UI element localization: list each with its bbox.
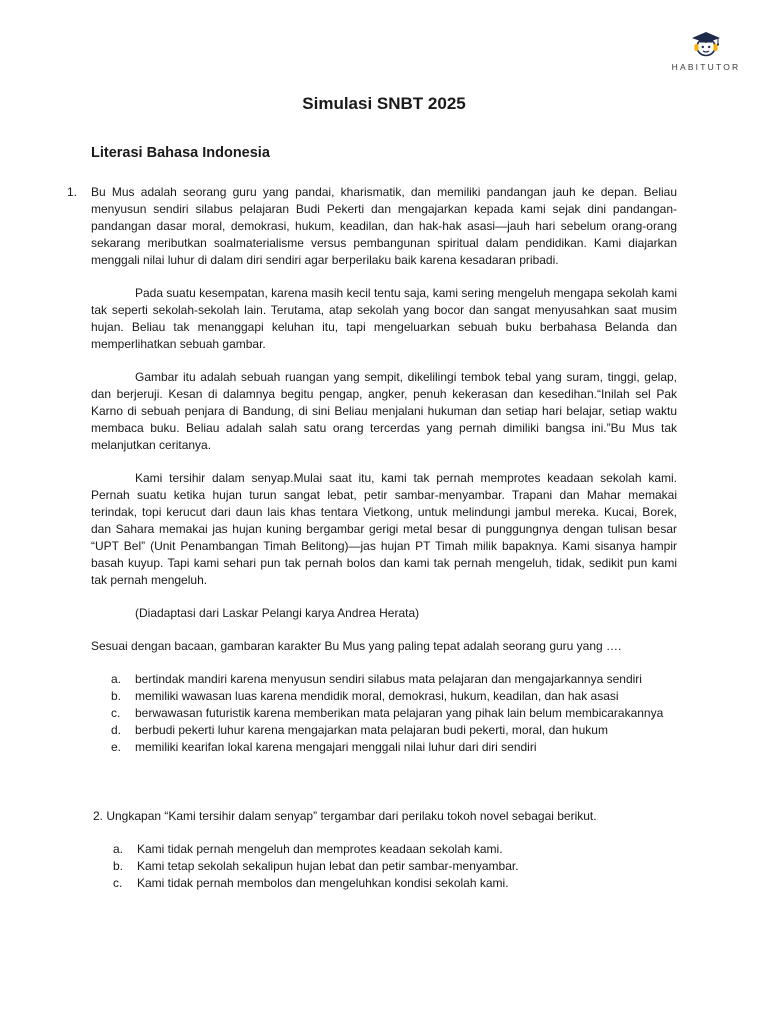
option-letter: a. [111,672,122,686]
option-letter: d. [111,723,122,737]
option-letter: b. [113,859,124,873]
section-heading: Literasi Bahasa Indonesia [91,145,270,161]
answer-option-a[interactable] [93,841,677,858]
answer-option-a[interactable] [91,671,677,688]
habitutor-logo [664,30,748,72]
option-text: bertindak mandiri karena menyusun sendiri silabus mata pelajaran dan mengajarkannya sendiri [135,672,642,686]
option-text: berbudi pekerti luhur karena mengajarkan mata pelajaran budi pekerti, moral, dan hukum [135,723,608,737]
question-number: 1. [67,185,78,199]
answer-option-e[interactable] [91,739,677,756]
passage-paragraph-4: Kami tersihir dalam senyap.Mulai saat itu, kami tak pernah memprotes keadaan sekolah kami. Pernah suatu ketika hujan turun sangat lebat, petir sambar-menyambar. Trapani dan Mahar memakai terindak, topi kerucut dari daun lais khas tentara Vietkong, untuk melindungi jambul mereka. Kucai, Borek, dan Sahara memakai jas hujan kuning bergambar gerigi metal besar di punggungnya dengan tulisan besar “UPT Bel” (Unit Penambangan Timah Belitong)—jas hujan PT Timah milik bapaknya. Kami sisanya hampir basah kuyup. Tapi kami sehari pun tak pernah bolos dan kami tak pernah mengeluh, tidak, sedikit pun kami tak pernah mengeluh. [91,471,677,587]
question-prompt: 2. Ungkapan “Kami tersihir dalam senyap” tergambar dari perilaku tokoh novel sebagai berikut. [93,809,597,823]
question-prompt: Sesuai dengan bacaan, gambaran karakter Bu Mus yang paling tepat adalah seorang guru yang …. [91,639,622,653]
page-title: Simulasi SNBT 2025 [302,94,466,113]
option-text: Kami tidak pernah mengeluh dan memprotes keadaan sekolah kami. [137,842,503,856]
answer-option-b[interactable] [91,688,677,705]
option-letter: c. [113,876,123,890]
option-letter: b. [111,689,122,703]
option-text: berwawasan futuristik karena memberikan mata pelajaran yang pihak lain belum membicarakannya [135,706,664,720]
option-text: memiliki wawasan luas karena mendidik moral, demokrasi, hukum, keadilan, dan hak asasi [135,689,619,703]
option-text: Kami tetap sekolah sekalipun hujan lebat dan petir sambar-menyambar. [137,859,519,873]
option-text: memiliki kearifan lokal karena mengajari menggali nilai luhur dari diri sendiri [135,740,537,754]
answer-options [93,841,677,892]
option-letter: a. [113,842,124,856]
option-text: Kami tidak pernah membolos dan mengeluhkan kondisi sekolah kami. [137,876,509,890]
passage-paragraph-2: Pada suatu kesempatan, karena masih kecil tentu saja, kami sering mengeluh mengapa sekolah kami tak seperti sekolah-sekolah lain. Terutama, atap sekolah yang bocor dan sangat menyusahkan saat musim hujan. Beliau tak menanggapi keluhan itu, tapi mengeluarkan sebuah buku berbahasa Belanda dan memperlihatkan sebuah gambar. [91,286,677,351]
answer-options [91,671,677,756]
passage-paragraph-1: Bu Mus adalah seorang guru yang pandai, kharismatik, dan memiliki pandangan jauh ke depan. Beliau menyusun sendiri silabus pelajaran Budi Pekerti dan mengajarkan kepada kami sejak dini pandangan-pandangan dasar moral, demokrasi, hukum, keadilan, dan hak-hak asasi—jauh hari sebelum orang-orang sekarang meributkan soalmaterialisme versus pembangunan spiritual dalam pendidikan. Kami diajarkan menggali nilai luhur di dalam diri sendiri agar berperilaku baik karena kesadaran pribadi. [91,185,677,267]
answer-option-b[interactable] [93,858,677,875]
option-letter: e. [111,740,122,754]
answer-option-c[interactable] [91,705,677,722]
question-2 [91,808,677,892]
logo-text: HABITUTOR [671,62,741,72]
option-letter: c. [111,706,121,720]
passage-paragraph-3: Gambar itu adalah sebuah ruangan yang sempit, dikelilingi tembok tebal yang suram, tinggi, gelap, dan berjeruji. Kesan di dalamnya begitu pengap, angker, penuh kekerasan dan kesedihan.“Inilah sel Pak Karno di sebuah penjara di Bandung, di sini Beliau menjalani hukuman dan setiap hari belajar, setiap waktu membaca buku. Beliau adalah salah satu orang tercerdas yang pernah dimiliki bangsa ini.”Bu Mus tak melanjutkan ceritanya. [91,370,677,452]
question-1 [67,184,677,756]
passage-source: (Diadaptasi dari Laskar Pelangi karya Andrea Herata) [135,606,420,620]
question-content [67,184,677,892]
answer-option-c[interactable] [93,875,677,892]
answer-option-d[interactable] [91,722,677,739]
graduation-cap-mascot-icon [689,30,723,58]
